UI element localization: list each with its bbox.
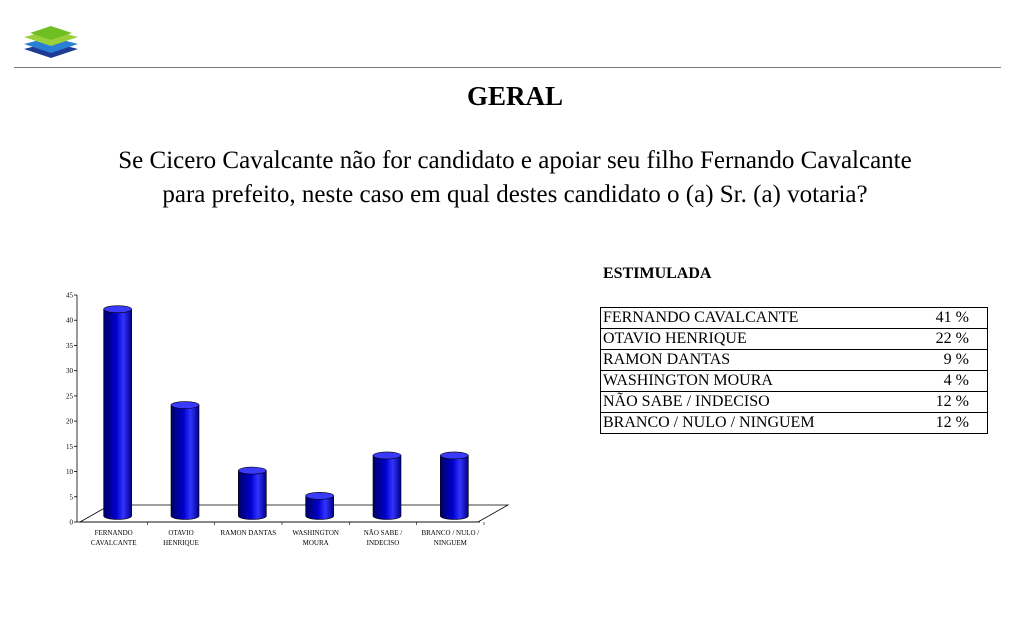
category-label: BRANCO / NULO / [421, 529, 480, 537]
table-row [601, 392, 988, 413]
category-label: RAMON DANTAS [220, 529, 277, 537]
candidate-percent: 22 % [910, 329, 987, 350]
y-tick-label: 5 [69, 493, 73, 502]
table-heading: ESTIMULADA [603, 265, 712, 282]
vote-bar-chart [60, 285, 520, 555]
table-row [601, 350, 988, 371]
category-label: WASHINGTON [292, 529, 339, 537]
bar-top [238, 467, 266, 474]
category-label: CAVALCANTE [90, 539, 137, 547]
category-label: INDECISO [366, 539, 400, 547]
bar [171, 405, 199, 519]
y-tick-label: 10 [66, 468, 73, 477]
header-divider [14, 67, 1001, 68]
survey-question [30, 144, 1000, 212]
category-label: NINGUEM [433, 539, 467, 547]
bar [238, 471, 266, 520]
candidate-percent: 12 % [910, 392, 987, 413]
bar-top [104, 306, 132, 313]
table-row [601, 371, 988, 392]
page-title: GERAL [466, 81, 564, 111]
candidate-percent: 12 % [910, 413, 987, 434]
y-tick-label: 15 [66, 442, 73, 451]
candidate-percent: 4 % [910, 371, 987, 392]
bar [373, 455, 401, 519]
table-row [601, 413, 988, 434]
y-tick-label: 45 [66, 291, 73, 300]
candidate-name: OTAVIO HENRIQUE [601, 329, 911, 350]
candidate-percent: 41 % [910, 308, 987, 329]
table-row [601, 308, 988, 329]
question-line-2: para prefeito, neste caso em qual destes candidato o (a) Sr. (a) votaria? [162, 181, 868, 208]
question-line-1: Se Cicero Cavalcante não for candidato e apoiar seu filho Fernando Cavalcante [118, 147, 912, 174]
bar-top [306, 492, 334, 499]
candidate-name: RAMON DANTAS [601, 350, 911, 371]
category-label: MOURA [302, 539, 329, 547]
candidate-name: WASHINGTON MOURA [601, 371, 911, 392]
bar-top [171, 402, 199, 409]
candidate-name: BRANCO / NULO / NINGUEM [601, 413, 911, 434]
category-label: NÃO SABE / [363, 529, 403, 537]
candidate-name: FERNANDO CAVALCANTE [601, 308, 911, 329]
y-tick-label: 20 [66, 417, 73, 426]
bar-top [373, 452, 401, 459]
table-row [601, 329, 988, 350]
y-tick-label: 40 [66, 316, 73, 325]
y-tick-label: 30 [66, 367, 73, 376]
candidate-percent: 9 % [910, 350, 987, 371]
category-label: FERNANDO [94, 529, 133, 537]
y-tick-label: 0 [69, 518, 73, 527]
candidate-name: NÃO SABE / INDECISO [601, 392, 911, 413]
category-label: HENRIQUE [163, 539, 199, 547]
stacked-layers-icon [22, 20, 80, 68]
y-tick-label: 25 [66, 392, 73, 401]
bar [104, 309, 132, 519]
bar-top [440, 452, 468, 459]
category-label: OTAVIO [168, 529, 194, 537]
y-tick-label: 35 [66, 341, 73, 350]
results-table [600, 307, 988, 434]
bar [440, 455, 468, 519]
